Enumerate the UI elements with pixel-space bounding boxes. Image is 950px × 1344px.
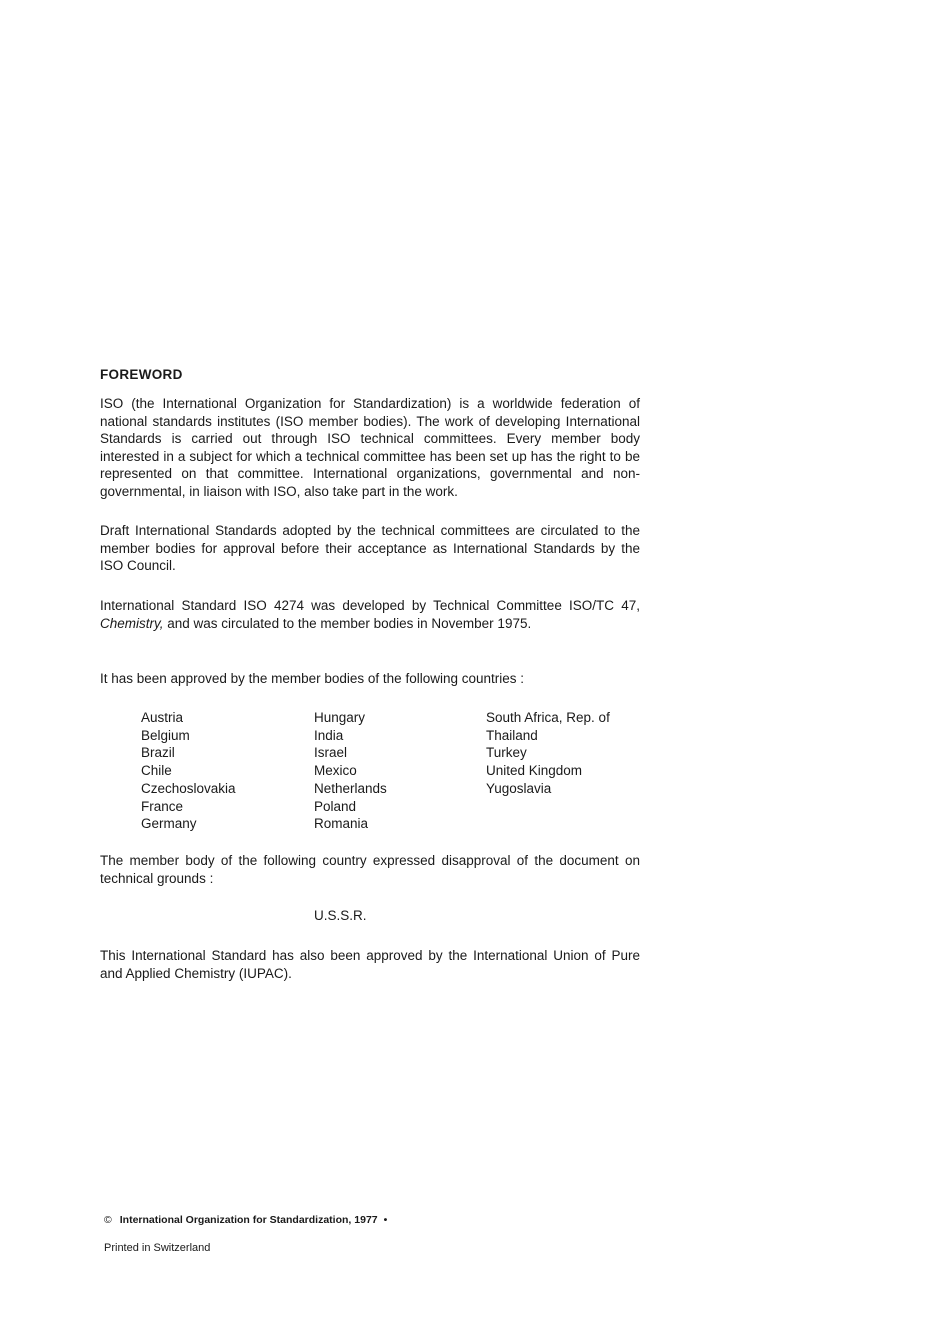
country-item: France [141, 798, 184, 814]
paragraph-development-part1: International Standard ISO 4274 was developed by Technical Committee ISO/TC 47, [100, 598, 640, 613]
foreword-heading: FOREWORD [100, 367, 183, 382]
country-item: South Africa, Rep. of [486, 710, 610, 725]
country-item: Yugoslavia [486, 780, 552, 796]
disapproval-country: U.S.S.R. [314, 908, 367, 923]
country-item: Mexico [314, 763, 357, 779]
paragraph-iso-intro: ISO (the International Organization for Standardization) is a worldwide federation of national standards institutes (ISO member bodies). The work of developing International Standards is carried out through ISO technical committees. Every member body interested in a subject for which a technical committee has been set up has the right to be represented on that committee. International organizations, governmental and non-governmental, in liaison with ISO, also take part in the work. [100, 396, 640, 499]
country-list-column-1 [141, 709, 236, 833]
country-item: Turkey [486, 745, 527, 761]
paragraph-iupac: This International Standard has also been approved by the International Union of Pure and Applied Chemistry (IUPAC). [100, 948, 640, 981]
paragraph-approval-intro: It has been approved by the member bodies of the following countries : [100, 671, 525, 686]
paragraph-development-part2: and was circulated to the member bodies in November 1975. [163, 615, 532, 631]
paragraph-development [100, 597, 640, 632]
copyright-text: International Organization for Standardization, 1977 [119, 1214, 378, 1226]
country-item: Hungary [314, 710, 366, 725]
country-item: Romania [314, 816, 369, 832]
country-item: Germany [141, 816, 197, 832]
country-list-column-3 [486, 709, 610, 798]
committee-name: Chemistry, [100, 615, 164, 631]
country-item: Chile [141, 763, 172, 779]
country-item: Austria [141, 710, 184, 725]
country-item: Thailand [486, 727, 538, 743]
country-item: United Kingdom [486, 763, 583, 779]
country-item: Poland [314, 798, 357, 814]
country-item: Czechoslovakia [141, 780, 236, 796]
printed-location: Printed in Switzerland [104, 1242, 211, 1254]
country-item: India [314, 727, 344, 743]
copyright-icon: © [104, 1214, 112, 1226]
copyright-line [104, 1214, 387, 1226]
bullet-icon: • [383, 1214, 388, 1226]
country-item: Brazil [141, 745, 175, 761]
country-list-column-2 [314, 709, 387, 833]
country-item: Netherlands [314, 780, 387, 796]
paragraph-draft-standards: Draft International Standards adopted by the technical committees are circulated to the member bodies for approval before their acceptance as International Standards by the ISO Council. [100, 523, 640, 573]
country-item: Israel [314, 745, 348, 761]
paragraph-disapproval: The member body of the following country expressed disapproval of the document on technical grounds : [100, 853, 640, 886]
country-item: Belgium [141, 727, 190, 743]
